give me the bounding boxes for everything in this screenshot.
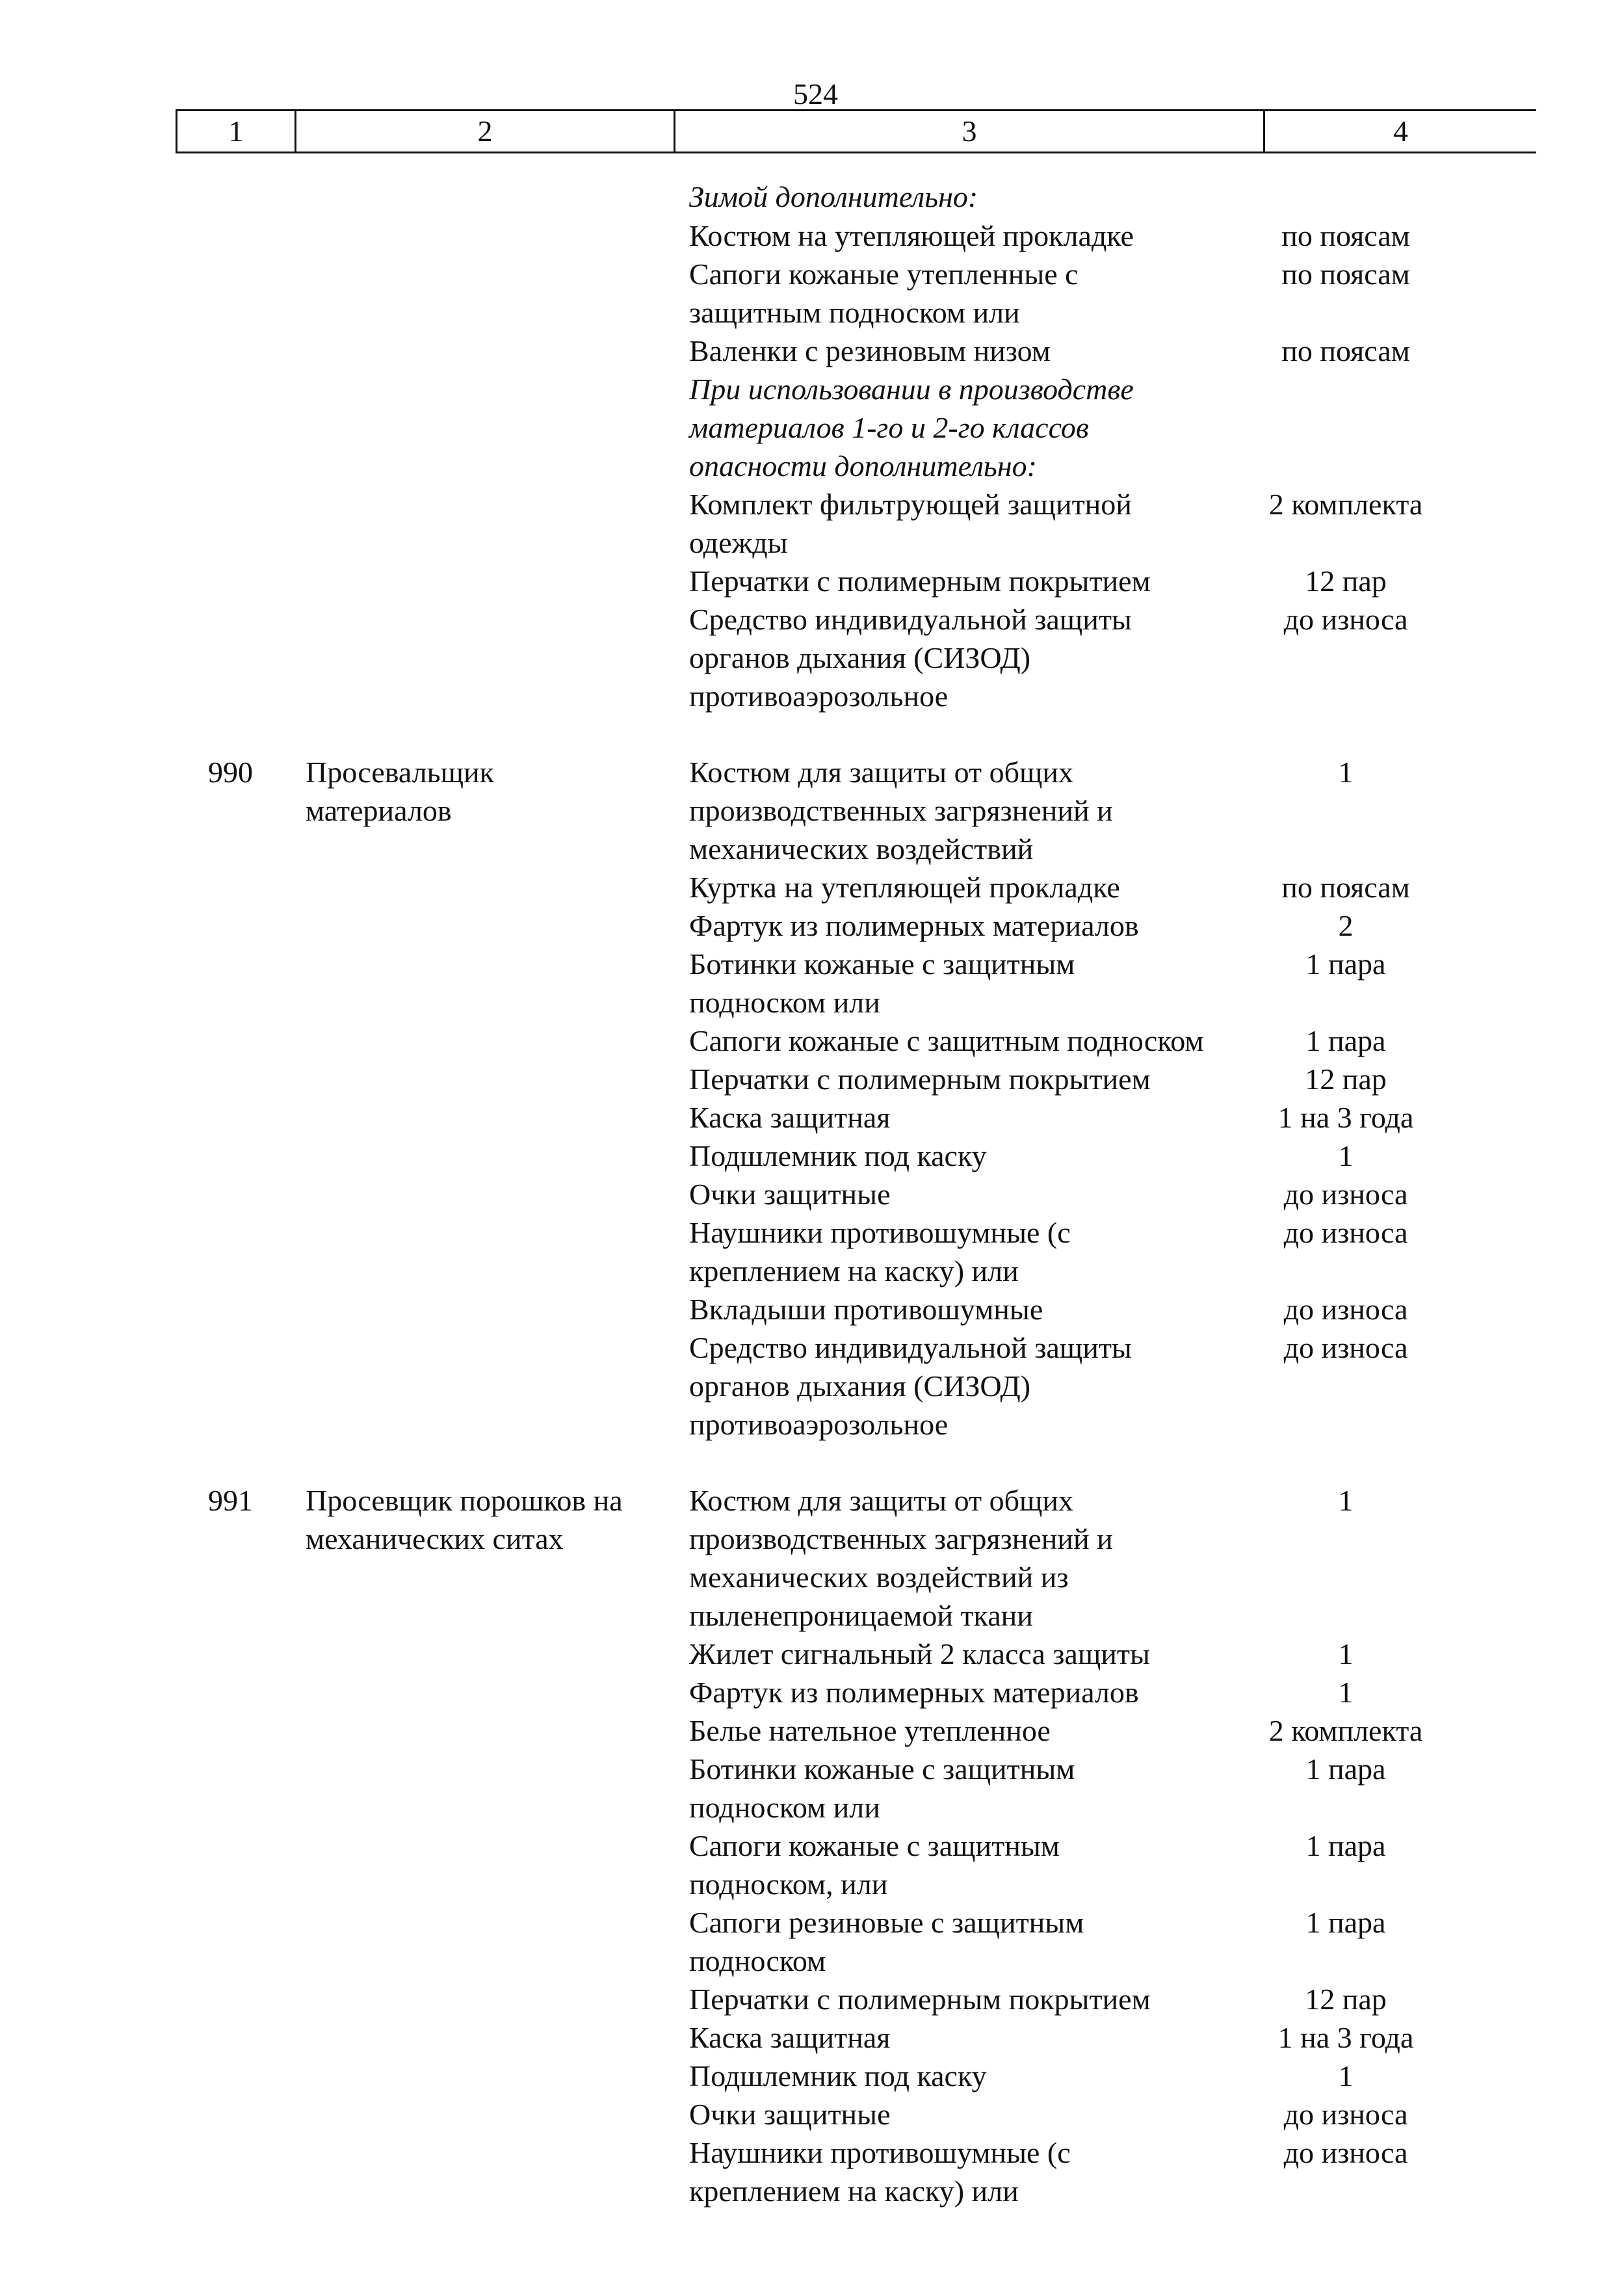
issue-norm: по поясам	[1281, 219, 1410, 252]
ppe-item: Костюм для защиты от общих	[689, 756, 1074, 789]
ppe-item: противоаэрозольное	[689, 680, 949, 713]
column-header-1: 1	[228, 114, 244, 148]
issue-norm: 1	[1338, 1139, 1354, 1172]
ppe-item: Фартук из полимерных материалов	[689, 909, 1139, 942]
issue-norm: 2	[1338, 909, 1354, 942]
ppe-item: Каска защитная	[689, 1101, 891, 1134]
issue-norm: 1 пара	[1305, 1906, 1386, 1939]
column-header-2: 2	[477, 114, 493, 148]
ppe-item: Сапоги резиновые с защитным	[689, 1906, 1084, 1939]
ppe-item: Каска защитная	[689, 2021, 891, 2054]
ppe-item: Жилет сигнальный 2 класса защиты	[689, 1637, 1150, 1670]
ppe-item: механических воздействий из	[689, 1561, 1069, 1594]
ppe-item: Зимой дополнительно:	[689, 180, 978, 213]
ppe-item: Костюм на утепляющей прокладке	[689, 219, 1134, 252]
issue-norm: 1	[1338, 2059, 1354, 2092]
ppe-item: креплением на каску) или	[689, 1254, 1019, 1287]
ppe-item: Наушники противошумные (с	[689, 2136, 1071, 2169]
ppe-item: Подшлемник под каску	[689, 1139, 987, 1172]
ppe-item: Костюм для защиты от общих	[689, 1484, 1074, 1517]
ppe-item: Вкладыши противошумные	[689, 1293, 1043, 1326]
ppe-item: Очки защитные	[689, 2098, 891, 2131]
ppe-item: Ботинки кожаные с защитным	[689, 1752, 1075, 1786]
profession-name: материалов	[306, 794, 452, 827]
page-number: 524	[793, 77, 838, 111]
ppe-item: Средство индивидуальной защиты	[689, 1331, 1132, 1364]
issue-norm: 12 пар	[1305, 1983, 1387, 2016]
issue-norm: до износа	[1283, 1331, 1408, 1364]
ppe-item: механических воздействий	[689, 832, 1034, 865]
issue-norm: 12 пар	[1305, 564, 1387, 598]
ppe-item: При использовании в производстве	[689, 373, 1134, 406]
ppe-item: противоаэрозольное	[689, 1408, 949, 1441]
ppe-item: Перчатки с полимерным покрытием	[689, 564, 1151, 598]
column-header-4: 4	[1393, 114, 1408, 148]
ppe-item: производственных загрязнений и	[689, 794, 1113, 827]
issue-norm: по поясам	[1281, 871, 1410, 904]
column-header-row	[176, 109, 1536, 153]
ppe-item: Средство индивидуальной защиты	[689, 603, 1132, 636]
issue-norm: 1	[1338, 756, 1354, 789]
issue-norm: до износа	[1283, 1216, 1408, 1249]
issue-norm: 1 на 3 года	[1277, 2021, 1414, 2054]
ppe-item: опасности дополнительно:	[689, 449, 1037, 482]
ppe-item: Перчатки с полимерным покрытием	[689, 1062, 1151, 1096]
ppe-item: подноском или	[689, 986, 880, 1019]
ppe-item: производственных загрязнений и	[689, 1522, 1113, 1555]
profession-name: Просевальщик	[306, 756, 495, 789]
ppe-item: креплением на каску) или	[689, 2174, 1019, 2208]
issue-norm: 1 пара	[1305, 1752, 1386, 1786]
ppe-item: Валенки с резиновым низом	[689, 334, 1051, 367]
ppe-item: Очки защитные	[689, 1178, 891, 1211]
ppe-item: Сапоги кожаные утепленные с	[689, 257, 1079, 291]
ppe-item: Комплект фильтрующей защитной	[689, 488, 1132, 521]
issue-norm: 2 комплекта	[1268, 1714, 1423, 1747]
issue-norm: до износа	[1283, 1293, 1408, 1326]
ppe-item: одежды	[689, 526, 788, 559]
ppe-item: Фартук из полимерных материалов	[689, 1676, 1139, 1709]
issue-norm: 12 пар	[1305, 1062, 1387, 1096]
ppe-item: пыленепроницаемой ткани	[689, 1599, 1033, 1632]
issue-norm: 1	[1338, 1637, 1354, 1670]
issue-norm: 1	[1338, 1676, 1354, 1709]
issue-norm: 1 пара	[1305, 947, 1386, 981]
profession-name: Просевщик порошков на	[306, 1484, 623, 1517]
ppe-item: подноском	[689, 1944, 826, 1977]
ppe-item: материалов 1-го и 2-го классов	[689, 411, 1089, 444]
issue-norm: 1 пара	[1305, 1829, 1386, 1862]
ppe-item: органов дыхания (СИЗОД)	[689, 641, 1031, 674]
ppe-item: подноском, или	[689, 1867, 888, 1901]
issue-norm: 1 пара	[1305, 1024, 1386, 1057]
ppe-item: Перчатки с полимерным покрытием	[689, 1983, 1151, 2016]
ppe-item: Наушники противошумные (с	[689, 1216, 1071, 1249]
ppe-item: Подшлемник под каску	[689, 2059, 987, 2092]
issue-norm: до износа	[1283, 1178, 1408, 1211]
ppe-item: подноском или	[689, 1791, 880, 1824]
ppe-item: Куртка на утепляющей прокладке	[689, 871, 1120, 904]
ppe-item: защитным подноском или	[689, 296, 1020, 329]
issue-norm: до износа	[1283, 603, 1408, 636]
issue-norm: 1 на 3 года	[1277, 1101, 1414, 1134]
issue-norm: до износа	[1283, 2136, 1408, 2169]
issue-norm: до износа	[1283, 2098, 1408, 2131]
ppe-item: Ботинки кожаные с защитным	[689, 947, 1075, 981]
ppe-item: Сапоги кожаные с защитным	[689, 1829, 1060, 1862]
ppe-item: органов дыхания (СИЗОД)	[689, 1369, 1031, 1403]
profession-name: механических ситах	[306, 1522, 564, 1555]
row-number: 991	[208, 1484, 253, 1517]
issue-norm: 2 комплекта	[1268, 488, 1423, 521]
issue-norm: 1	[1338, 1484, 1354, 1517]
ppe-item: Белье нательное утепленное	[689, 1714, 1051, 1747]
ppe-item: Сапоги кожаные с защитным подноском	[689, 1024, 1204, 1057]
issue-norm: по поясам	[1281, 257, 1410, 291]
row-number: 990	[208, 756, 253, 789]
column-header-3: 3	[962, 114, 977, 148]
issue-norm: по поясам	[1281, 334, 1410, 367]
